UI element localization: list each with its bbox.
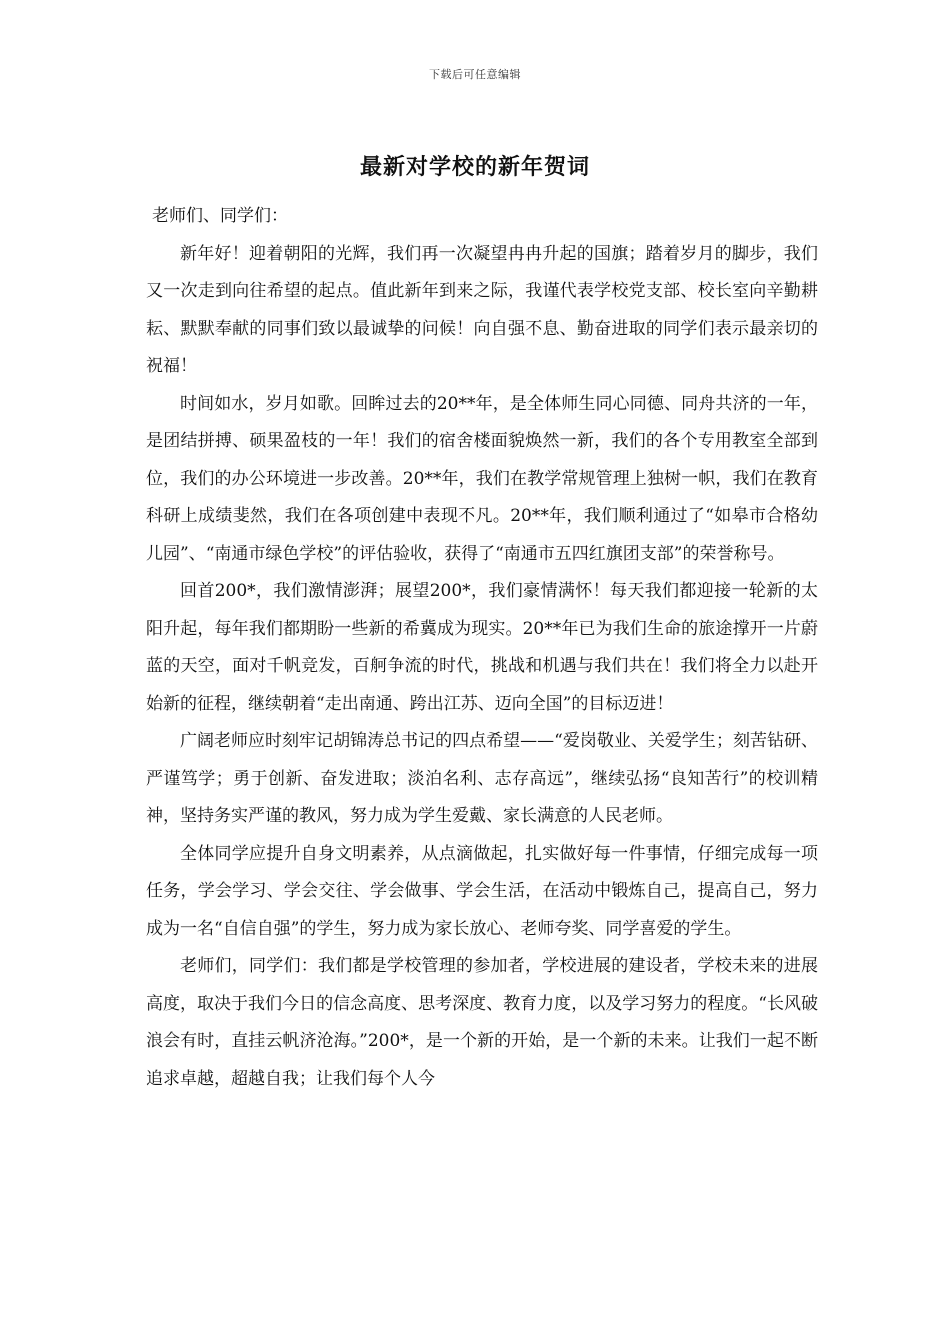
paragraph-outlook: 回首200*，我们激情澎湃；展望200*，我们豪情满怀！每天我们都迎接一轮新的太阳升起，每年我们都期盼一些新的希冀成为现实。20**年已为我们生命的旅途撑开一片蔚蓝的天空，面对千帆竞发，百舸争流的时代，挑战和机遇与我们共在！我们将全力以赴开始新的征程，继续朝着“走出南通、跨出江苏、迈向全国”的目标迈进！ xyxy=(146,581,818,714)
paragraph-students: 全体同学应提升自身文明素养，从点滴做起，扎实做好每一件事情，仔细完成每一项任务，学会学习、学会交往、学会做事、学会生活，在活动中锻炼自己，提高自己，努力成为一名“自信自强”的学生，努力成为家长放心、老师夸奖、同学喜爱的学生。 xyxy=(146,843,818,939)
document-body xyxy=(146,198,818,1098)
paragraph-closing: 老师们，同学们：我们都是学校管理的参加者，学校进展的建设者，学校未来的进展高度，取决于我们今日的信念高度、思考深度、教育力度，以及学习努力的程度。“长风破浪会有时，直挂云帆济沧海。”200*，是一个新的开始，是一个新的未来。让我们一起不断追求卓越，超越自我；让我们每个人今 xyxy=(146,956,818,1089)
document-title: 最新对学校的新年贺词 xyxy=(359,154,590,180)
paragraph-greeting: 新年好！迎着朝阳的光辉，我们再一次凝望冉冉升起的国旗；踏着岁月的脚步，我们又一次走到向往希望的起点。值此新年到来之际，我谨代表学校党支部、校长室向辛勤耕耘、默默奉献的同事们致以最诚挚的问候！向自强不息、勤奋进取的同学们表示最亲切的祝福！ xyxy=(146,243,818,376)
paragraph-teachers: 广阔老师应时刻牢记胡锦涛总书记的四点希望——“爱岗敬业、关爱学生；刻苦钻研、严谨笃学；勇于创新、奋发进取；淡泊名利、志存高远”，继续弘扬“良知苦行”的校训精神，坚持务实严谨的教风，努力成为学生爱戴、家长满意的人民老师。 xyxy=(146,731,818,826)
paragraph-review: 时间如水，岁月如歌。回眸过去的20**年，是全体师生同心同德、同舟共济的一年，是团结拼搏、硕果盈枝的一年！我们的宿舍楼面貌焕然一新，我们的各个专用教室全部到位，我们的办公环境进一步改善。20**年，我们在教学常规管理上独树一帜，我们在教育科研上成绩斐然，我们在各项创建中表现不凡。20**年，我们顺利通过了“如皋市合格幼儿园”、“南通市绿色学校”的评估验收，获得了“南通市五四红旗团支部”的荣誉称号。 xyxy=(146,393,818,564)
salutation: 老师们、同学们： xyxy=(152,206,288,226)
header-note: 下载后可任意编辑 xyxy=(429,68,521,81)
